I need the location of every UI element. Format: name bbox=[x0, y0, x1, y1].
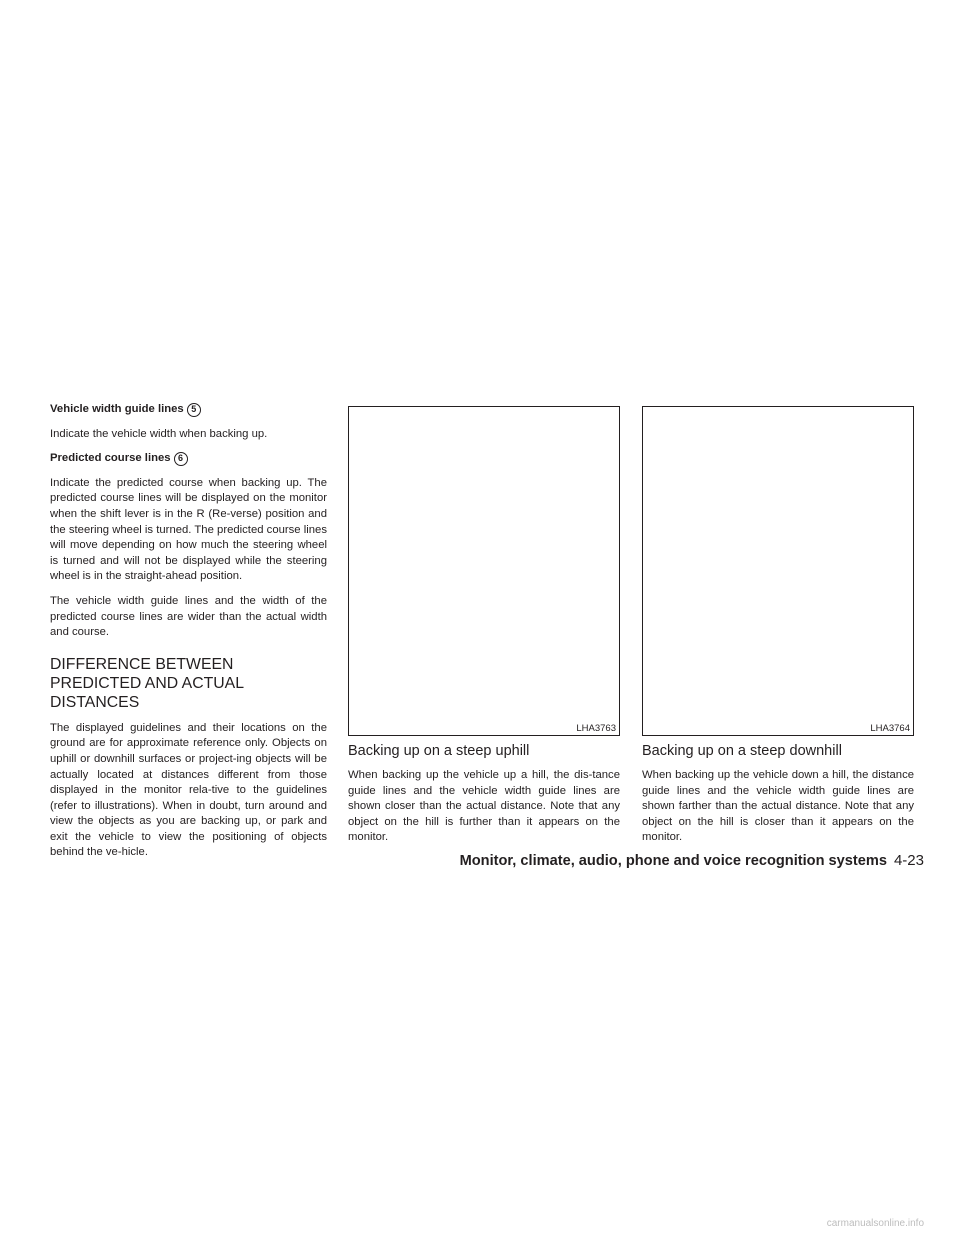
subheading-vehicle-width bbox=[50, 402, 327, 418]
figure-code: LHA3764 bbox=[870, 723, 910, 734]
footer-section-title: Monitor, climate, audio, phone and voice recognition systems bbox=[459, 853, 887, 869]
page-number: 4-23 bbox=[893, 852, 924, 869]
figure-uphill bbox=[348, 406, 620, 736]
uphill-title: Backing up on a steep uphill bbox=[348, 743, 530, 759]
downhill-title: Backing up on a steep downhill bbox=[642, 743, 842, 759]
callout-marker: 6 bbox=[174, 452, 188, 466]
paragraph: Indicate the vehicle width when backing up. bbox=[50, 427, 268, 440]
subheading-predicted-course bbox=[50, 451, 327, 467]
uphill-body: When backing up the vehicle up a hill, the dis-tance guide lines and the vehicle width guide lines are shown closer than the actual distance. Note that any object on the hill is further than it appears on the monitor. bbox=[348, 769, 620, 844]
left-column bbox=[50, 402, 327, 870]
page-footer bbox=[460, 852, 924, 870]
paragraph: The vehicle width guide lines and the width of the predicted course lines are wider than the actual width and course. bbox=[50, 594, 327, 639]
figure-downhill bbox=[642, 406, 914, 736]
paragraph: The displayed guidelines and their locations on the ground are for approximate reference only. Objects on uphill or downhill surfaces or project-ing objects will be actually located at distances different from those displayed in the monitor rela-tive to the guidelines (refer to illustrations). When in doubt, turn around and view the objects as you are backing up, or park and exit the vehicle to view the positioning of objects behind the ve-hicle. bbox=[50, 721, 327, 859]
downhill-section bbox=[642, 742, 914, 846]
paragraph: Indicate the predicted course when backing up. The predicted course lines will be displayed on the monitor when the shift lever is in the R (Re-verse) position and the steering wheel is turned. The predicted course lines will move depending on how much the steering wheel is turned and will not be displayed while the steering wheel is in the straight-ahead position. bbox=[50, 476, 327, 583]
downhill-body: When backing up the vehicle down a hill, the distance guide lines and the vehicle width guide lines are shown farther than the actual distance. Note that any object on the hill is closer than it appears on the monitor. bbox=[642, 769, 914, 844]
subheading-text: Predicted course lines bbox=[50, 452, 171, 465]
callout-marker: 5 bbox=[187, 403, 201, 417]
section-title: DIFFERENCE BETWEEN PREDICTED AND ACTUAL DISTANCES bbox=[50, 655, 244, 711]
figure-code: LHA3763 bbox=[576, 723, 616, 734]
subheading-text: Vehicle width guide lines bbox=[50, 403, 184, 415]
watermark: carmanualsonline.info bbox=[826, 1218, 924, 1229]
uphill-section bbox=[348, 742, 620, 846]
